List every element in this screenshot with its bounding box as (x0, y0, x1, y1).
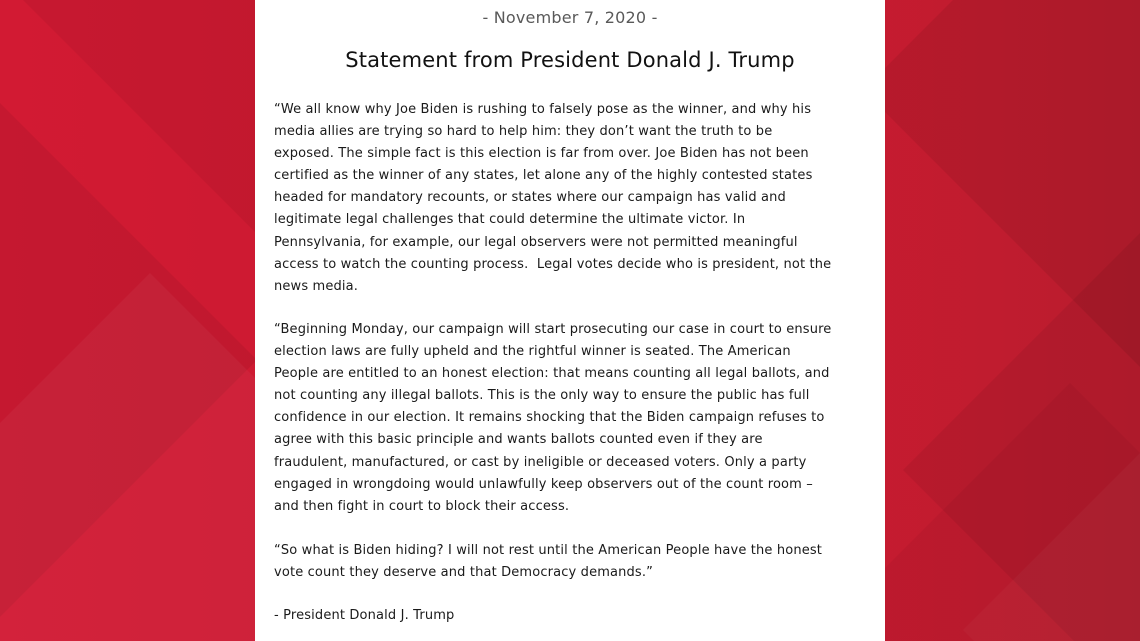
statement-paragraph-1: “We all know why Joe Biden is rushing to falsely pose as the winner, and why his media allies are trying so hard to help him: they don’t want the truth to be exposed. The simple fact is this election is far from over. Joe Biden has not been certified as the winner of any states, let alone any of the highly contested states headed for mandatory recounts, or states where our campaign has valid and legitimate legal challenges that could determine the ultimate victor. In Pennsylvania, for example, our legal observers were not permitted meaningful access to watch the counting process. Legal votes decide who is president, not the news media. (274, 102, 832, 294)
statement-title: Statement from President Donald J. Trump (345, 48, 795, 72)
statement-date: - November 7, 2020 - (482, 8, 658, 27)
statement-paragraph-2: “Beginning Monday, our campaign will start prosecuting our case in court to ensure election laws are fully upheld and the rightful winner is seated. The American People are entitled to an honest election: that means counting all legal ballots, and not counting any illegal ballots. This is the only way to ensure the public has full confidence in our election. It remains shocking that the Biden campaign refuses to agree with this basic principle and wants ballots counted even if they are fraudulent, manufactured, or cast by ineligible or deceased voters. Only a party engaged in wrongdoing would unlawfully keep observers out of the count room – and then fight in court to block their access. (274, 322, 832, 514)
statement-signature: - President Donald J. Trump (274, 608, 455, 623)
statement-paragraph-3: “So what is Biden hiding? I will not rest until the American People have the honest vote count they deserve and that Democracy demands.” (274, 543, 823, 581)
statement-document (255, 0, 885, 641)
